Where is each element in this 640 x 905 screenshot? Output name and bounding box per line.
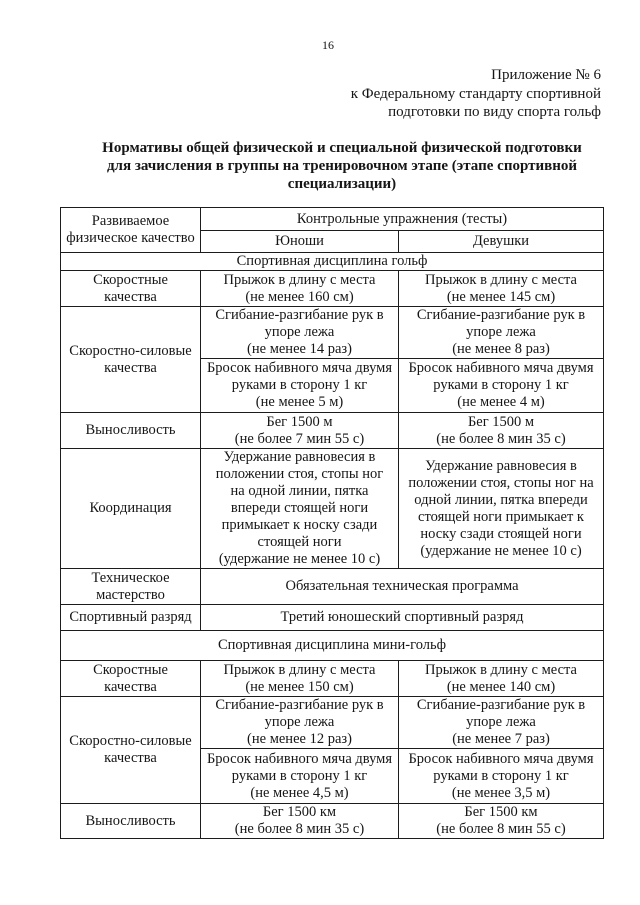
section-row-minigolf: [61, 631, 604, 661]
golf-pushups-girls: Сгибание-разгибание рук в упоре лежа (не менее 8 раз): [399, 307, 604, 359]
page-number: 16: [322, 38, 334, 52]
minigolf-run-girls: Бег 1500 км (не более 8 мин 55 с): [399, 804, 604, 839]
golf-ball-throw-girls: Бросок набивного мяча двумя руками в сторону 1 кг (не менее 4 м): [399, 359, 604, 413]
norms-table: [60, 207, 604, 839]
table-row: [61, 569, 604, 605]
golf-speed-boys: Прыжок в длину с места (не менее 160 см): [201, 271, 399, 307]
table-row: [61, 697, 604, 749]
minigolf-pushups-girls: Сгибание-разгибание рук в упоре лежа (не менее 7 раз): [399, 697, 604, 749]
header-girls: Девушки: [399, 231, 604, 253]
minigolf-run-boys: Бег 1500 км (не более 8 мин 35 с): [201, 804, 399, 839]
golf-pushups-boys: Сгибание-разгибание рук в упоре лежа (не менее 14 раз): [201, 307, 399, 359]
table-row: [61, 307, 604, 359]
minigolf-speed-boys: Прыжок в длину с места (не менее 150 см): [201, 661, 399, 697]
minigolf-speed-quality: Скоростные качества: [61, 661, 201, 697]
minigolf-pushups-boys: Сгибание-разгибание рук в упоре лежа (не менее 12 раз): [201, 697, 399, 749]
section-title-minigolf: Спортивная дисциплина мини-гольф: [61, 631, 604, 661]
minigolf-speed-girls: Прыжок в длину с места (не менее 140 см): [399, 661, 604, 697]
golf-technique-quality: Техническое мастерство: [61, 569, 201, 605]
table-row: [61, 605, 604, 631]
golf-run-girls: Бег 1500 м (не более 8 мин 35 с): [399, 413, 604, 449]
section-title-golf: Спортивная дисциплина гольф: [61, 253, 604, 271]
header-quality: Развиваемое физическое качество: [61, 208, 201, 253]
table-row: [61, 804, 604, 839]
table-row: [61, 449, 604, 569]
minigolf-ball-throw-girls: Бросок набивного мяча двумя руками в сторону 1 кг (не менее 3,5 м): [399, 749, 604, 804]
minigolf-endurance-quality: Выносливость: [61, 804, 201, 839]
golf-rank-value: Третий юношеский спортивный разряд: [201, 605, 604, 631]
document-title: Нормативы общей физической и специальной физической подготовки для зачисления в группы на тренировочном этапе (этапе спортивной специализации): [102, 140, 582, 192]
golf-coordination-quality: Координация: [61, 449, 201, 569]
table-row: [61, 271, 604, 307]
table-header-row: [61, 208, 604, 231]
golf-endurance-quality: Выносливость: [61, 413, 201, 449]
golf-speed-quality: Скоростные качества: [61, 271, 201, 307]
golf-run-boys: Бег 1500 м (не более 7 мин 55 с): [201, 413, 399, 449]
minigolf-ball-throw-boys: Бросок набивного мяча двумя руками в сторону 1 кг (не менее 4,5 м): [201, 749, 399, 804]
appendix-reference: Приложение № 6 к Федеральному стандарту спортивной подготовки по виду спорта гольф: [350, 67, 601, 120]
golf-rank-quality: Спортивный разряд: [61, 605, 201, 631]
golf-technique-program: Обязательная техническая программа: [201, 569, 604, 605]
minigolf-speed-strength-quality: Скоростно-силовые качества: [61, 697, 201, 804]
golf-speed-girls: Прыжок в длину с места (не менее 145 см): [399, 271, 604, 307]
section-row-golf: [61, 253, 604, 271]
golf-balance-boys: Удержание равновесия в положении стоя, стопы ног на одной линии, пятка впереди стоящей ноги примыкает к носку сзади стоящей ноги (удержание не менее 10 с): [201, 449, 399, 569]
golf-ball-throw-boys: Бросок набивного мяча двумя руками в сторону 1 кг (не менее 5 м): [201, 359, 399, 413]
golf-speed-strength-quality: Скоростно-силовые качества: [61, 307, 201, 413]
table-row: [61, 661, 604, 697]
golf-balance-girls: Удержание равновесия в положении стоя, стопы ног на одной линии, пятка впереди стоящей ноги примыкает к носку сзади стоящей ноги (удержание не менее 10 с): [399, 449, 604, 569]
header-tests: Контрольные упражнения (тесты): [201, 208, 604, 231]
header-boys: Юноши: [201, 231, 399, 253]
table-row: [61, 413, 604, 449]
